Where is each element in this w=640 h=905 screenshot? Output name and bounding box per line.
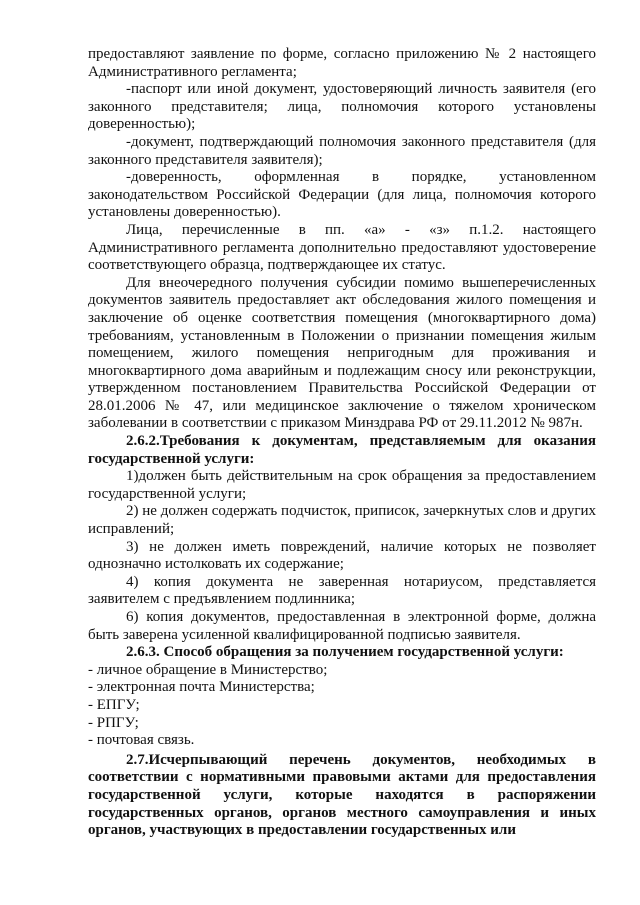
paragraph-authority-document: -документ, подтверждающий полномочия законного представителя (для законного представителя заявителя); <box>88 133 596 168</box>
method-item: - ЕПГУ; <box>88 696 140 713</box>
method-item: - электронная почта Министерства; <box>88 679 315 696</box>
paragraph-extraordinary-subsidy: Для внеочередного получения субсидии помимо вышеперечисленных документов заявитель предоставляет акт обследования жилого помещения и заключение об оценке соответствия помещения (многоквартирного дома) требованиям, установленным в Положении о признании помещения жилым помещением, жилого помещения непригодным для проживания и многоквартирного дома аварийным и подлежащим сносу или реконструкции, утвержденном постановлением Правительства Российской Федерации от 28.01.2006 № 47, или медицинское заключение о тяжелом хроническом заболевании в соответствии с приказом Минздрава РФ от 29.11.2012 № 987н. <box>88 274 596 432</box>
paragraph-application-form: предоставляют заявление по форме, согласно приложению № 2 настоящего Административного регламента; <box>88 46 596 80</box>
requirement-item: 3) не должен иметь повреждений, наличие которых не позволяет однозначно истолковать их содержание; <box>88 538 596 573</box>
paragraph-passport: -паспорт или иной документ, удостоверяющий личность заявителя (его законного представителя; лица, полномочия которого установлены доверенностью); <box>88 81 596 133</box>
requirement-item: 1)должен быть действительным на срок обращения за предоставлением государственной услуги; <box>88 468 596 502</box>
paragraph-power-of-attorney: -доверенность, оформленная в порядке, установленном законодательством Российской Федерации (для лица, полномочия которого установлены доверенностью). <box>88 169 596 221</box>
requirement-item: 6) копия документов, предоставленная в электронной форме, должна быть заверена усиленной квалифицированной подписью заявителя. <box>88 609 596 643</box>
requirement-item: 2) не должен содержать подчисток, приписок, зачеркнутых слов и других исправлений; <box>88 503 596 538</box>
method-item: - почтовая связь. <box>88 732 195 749</box>
paragraph-persons-listed: Лица, перечисленные в пп. «а» - «з» п.1.2. настоящего Административного регламента дополнительно предоставляют удостоверение соответствующего образца, подтверждающее их статус. <box>88 221 596 274</box>
section-2-6-3-heading: 2.6.3. Способ обращения за получением государственной услуги: <box>126 644 564 661</box>
requirement-item: 4) копия документа не заверенная нотариусом, представляется заявителем с предъявлением подлинника; <box>88 573 596 608</box>
section-2-6-2-heading: 2.6.2.Требования к документам, представляемым для оказания государственной услуги: <box>88 433 596 467</box>
section-2-7-heading: 2.7.Исчерпывающий перечень документов, необходимых в соответствии с нормативными правовыми актами для предоставления государственной услуги, которые находятся в распоряжении государственных органов, органов местного самоуправления и иных органов, участвующих в предоставлении государственных или <box>88 751 596 839</box>
method-item: - личное обращение в Министерство; <box>88 661 328 678</box>
method-item: - РПГУ; <box>88 714 139 731</box>
